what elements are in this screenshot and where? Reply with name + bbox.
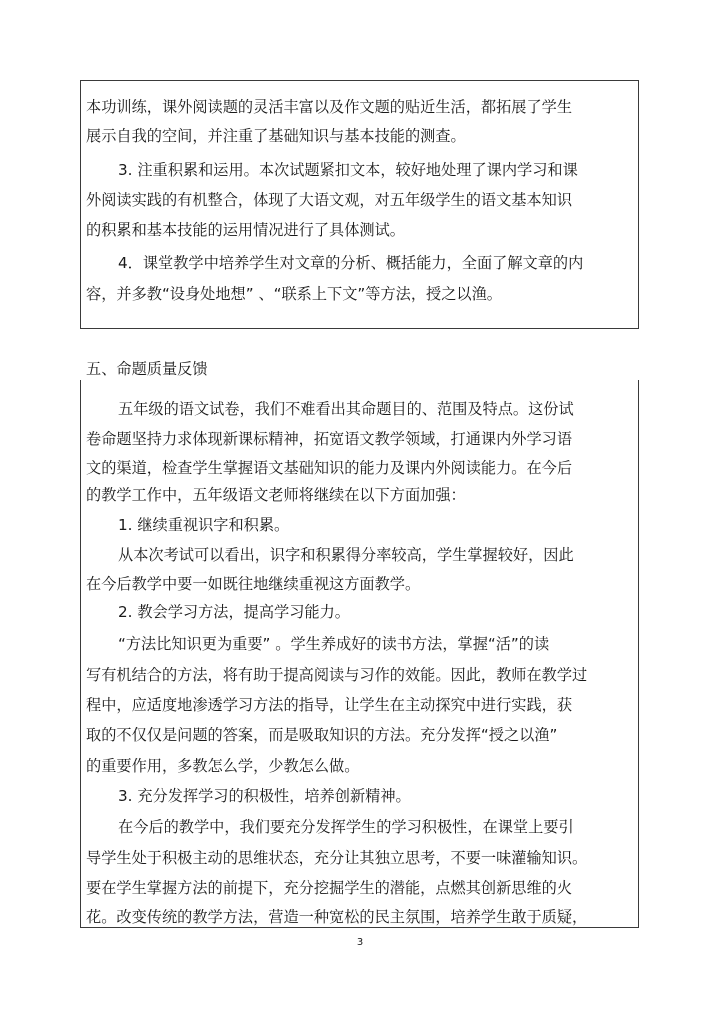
page-number: 3 [356, 937, 364, 948]
section-heading: 五、命题质量反馈 [86, 360, 208, 378]
text-line: 文的渠道，检查学生掌握语文基础知识的能力及课内外阅读能力。在今后 [86, 459, 572, 477]
text-line: 五年级的语文试卷，我们不难看出其命题目的、范围及特点。这份试 [118, 400, 574, 418]
text-line: 的积累和基本技能的运用情况进行了具体测试。 [86, 221, 405, 239]
text-line: 取的不仅仅是问题的答案，而是吸取知识的方法。充分发挥“授之以渔” [86, 726, 558, 744]
text-line: 展示自我的空间，并注重了基础知识与基本技能的测查。 [86, 127, 466, 145]
text-line: 4．课堂教学中培养学生对文章的分析、概括能力，全面了解文章的内 [118, 254, 584, 272]
text-line: 花。改变传统的教学方法，营造一种宽松的民主氛围，培养学生敢于质疑， [86, 908, 588, 926]
text-line: 程中，应适度地渗透学习方法的指导，让学生在主动探究中进行实践，获 [86, 696, 572, 714]
text-line: 的教学工作中，五年级语文老师将继续在以下方面加强： [86, 486, 466, 504]
text-line: 的重要作用，多教怎么学，少教怎么做。 [86, 757, 360, 775]
text-line: 导学生处于积极主动的思维状态，充分让其独立思考，不要一味灌输知识。 [86, 849, 588, 867]
text-line: 在今后的教学中，我们要充分发挥学生的学习积极性，在课堂上要引 [118, 818, 574, 836]
text-line: 外阅读实践的有机整合，体现了大语文观，对五年级学生的语文基本知识 [86, 191, 572, 209]
text-line: 要在学生掌握方法的前提下，充分挖掘学生的潜能，点燃其创新思维的火 [86, 879, 572, 897]
list-heading: 3. 充分发挥学习的积极性，培养创新精神。 [118, 787, 411, 805]
text-line: 写有机结合的方法，将有助于提高阅读与习作的效能。因此，教师在教学过 [86, 666, 588, 684]
text-line: 在今后教学中要一如既往地继续重视这方面教学。 [86, 575, 421, 593]
text-line: 本功训练，课外阅读题的灵活丰富以及作文题的贴近生活，都拓展了学生 [86, 98, 572, 116]
text-line: 从本次考试可以看出，识字和积累得分率较高，学生掌握较好，因此 [118, 546, 574, 564]
text-line: 容，并多教“设身处地想” 、“联系上下文”等方法，授之以渔。 [86, 285, 502, 303]
text-line: 卷命题坚持力求体现新课标精神，拓宽语文教学领域，打通课内外学习语 [86, 430, 572, 448]
list-heading: 2. 教会学习方法，提高学习能力。 [118, 603, 350, 621]
text-line: “方法比知识更为重要” 。学生养成好的读书方法，掌握“活”的读 [118, 635, 550, 653]
list-heading: 1. 继续重视识字和积累。 [118, 516, 290, 534]
text-line: 3. 注重积累和运用。本次试题紧扣文本，较好地处理了课内学习和课 [118, 161, 578, 179]
